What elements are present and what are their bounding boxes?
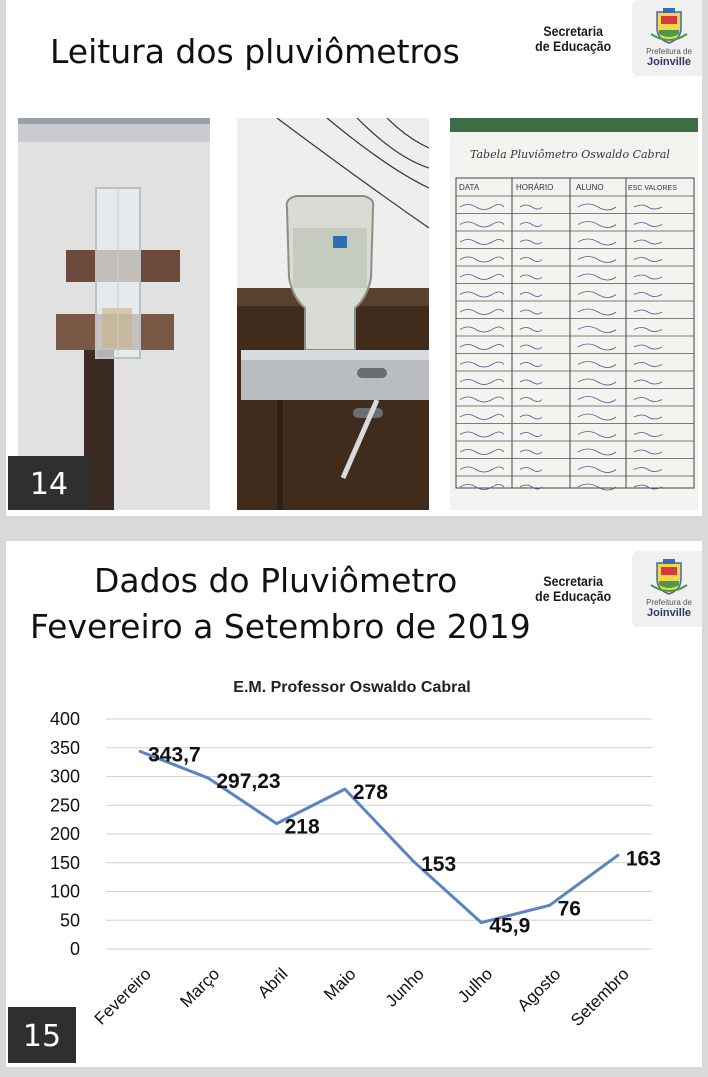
x-tick-label: Agosto — [513, 964, 565, 1016]
data-label: 343,7 — [148, 743, 201, 767]
x-tick-label: Março — [176, 964, 224, 1012]
y-tick-label: 300 — [49, 766, 80, 787]
x-tick-label: Junho — [381, 964, 428, 1011]
y-tick-label: 100 — [49, 881, 80, 902]
y-tick-label: 50 — [59, 910, 80, 931]
y-tick-label: 200 — [49, 824, 80, 844]
sheet-header-date: DATA — [459, 183, 480, 192]
slide-15 — [6, 541, 702, 1067]
slide-14 — [6, 0, 702, 516]
data-point — [343, 788, 346, 791]
data-point — [207, 777, 210, 780]
rain-gauge-post-photo — [18, 118, 210, 510]
sheet-header-values: ESC VALORES — [628, 185, 677, 192]
y-tick-label: 250 — [49, 795, 80, 816]
data-point — [480, 921, 483, 924]
x-tick-label: Fevereiro — [90, 964, 155, 1029]
chart-title: E.M. Professor Oswaldo Cabral — [233, 679, 471, 696]
x-tick-label: Maio — [320, 964, 360, 1004]
data-point — [139, 750, 142, 753]
data-point — [275, 822, 278, 825]
coat-of-arms-icon — [649, 6, 689, 46]
data-label: 45,9 — [489, 914, 531, 938]
bottle-rain-gauge-photo — [237, 118, 429, 510]
prefeitura-logo: Prefeitura de Joinville — [632, 551, 702, 627]
x-tick-label: Abril — [253, 964, 292, 1002]
slide-title-line2: Fevereiro a Setembro de 2019 — [30, 607, 531, 646]
sheet-header-student: ALUNO — [576, 183, 604, 192]
y-tick-label: 350 — [49, 737, 80, 758]
series-line — [140, 751, 618, 922]
data-label: 278 — [352, 781, 388, 805]
data-point — [548, 904, 551, 907]
data-label: 153 — [421, 853, 457, 877]
y-tick-label: 0 — [69, 939, 80, 959]
slide-number: 15 — [8, 1007, 76, 1063]
rainfall-line-chart — [6, 541, 702, 1067]
data-point — [412, 860, 415, 863]
x-tick-label: Setembro — [567, 964, 633, 1030]
sheet-header-time: HORÁRIO — [516, 183, 554, 192]
sheet-title: Tabela Pluviômetro Oswaldo Cabral — [470, 148, 670, 161]
y-tick-label: 400 — [49, 709, 80, 729]
data-label: 163 — [625, 847, 661, 871]
handwritten-table-photo — [450, 118, 698, 510]
data-label: 218 — [284, 815, 320, 839]
y-tick-label: 150 — [49, 852, 80, 873]
x-tick-label: Julho — [454, 964, 497, 1007]
data-point — [616, 854, 619, 857]
secretaria-logo: Secretaria de Educação — [535, 23, 612, 54]
data-label: 76 — [557, 897, 581, 921]
slide-number: 14 — [8, 456, 90, 510]
prefeitura-logo: Prefeitura de Joinville — [632, 0, 702, 76]
secretaria-logo: Secretaria de Educação — [535, 573, 612, 604]
data-label: 297,23 — [216, 770, 281, 794]
slide-title-line1: Dados do Pluviômetro — [94, 561, 458, 600]
slide-title: Leitura dos pluviômetros — [50, 32, 460, 71]
